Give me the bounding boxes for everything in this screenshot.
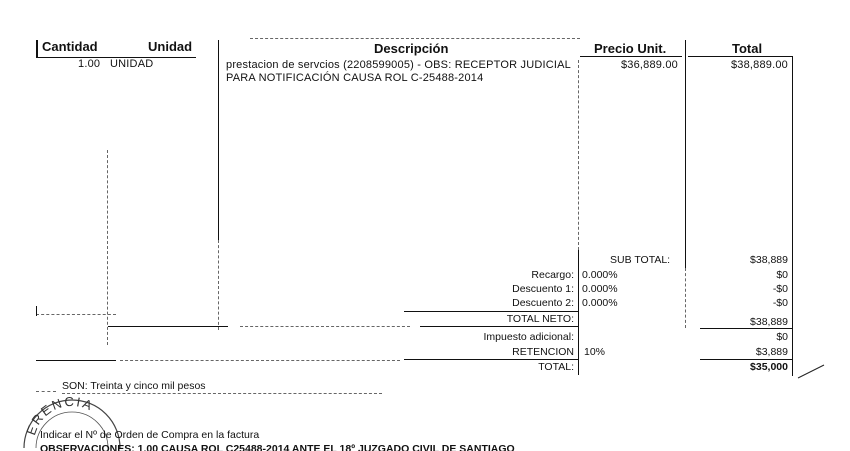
total-value: $35,000 (750, 361, 788, 373)
row-total: $38,889.00 (730, 59, 788, 71)
descuento1-label: Descuento 1: (512, 283, 574, 295)
descuento1-pct: 0.000% (582, 283, 618, 295)
descuento2-pct: 0.000% (582, 297, 618, 309)
header-unidad: Unidad (148, 39, 193, 54)
total-label: TOTAL: (538, 361, 574, 373)
seal-text: ERENCIA (23, 393, 97, 437)
retencion-pct: 10% (584, 346, 606, 358)
neto-value: $38,889 (750, 316, 788, 328)
retencion-value-underline (700, 359, 792, 360)
left-dash-1 (36, 314, 116, 315)
row-descripcion-line2: PARA NOTIFICACIÓN CAUSA ROL C-25488-2014 (226, 72, 484, 84)
col-dash-qty (107, 150, 108, 345)
left-dash-3 (120, 360, 400, 361)
header-cantidad: Cantidad (42, 39, 98, 54)
header-descripcion: Descripción (374, 41, 449, 56)
descuento2-value: -$0 (772, 297, 788, 309)
amount-words: SON: Treinta y cinco mil pesos (62, 380, 206, 392)
impuesto-value: $0 (776, 331, 788, 343)
recargo-label: Recargo: (531, 269, 574, 281)
left-line-1 (108, 326, 228, 327)
descuento2-label: Descuento 2: (512, 297, 574, 309)
header-total: Total (732, 41, 763, 56)
col-dash-description-left (218, 240, 219, 330)
corner-stroke (796, 362, 826, 380)
left-dash-2 (240, 326, 410, 327)
subtotal-label: SUB TOTAL: (610, 254, 671, 266)
impuesto-label: Impuesto adicional: (483, 331, 574, 343)
row-unidad: UNIDAD (110, 58, 154, 70)
neto-underline (420, 326, 578, 327)
purchase-order-note: Indicar el Nº de Orden de Compra en la factura (40, 429, 260, 441)
retencion-label: RETENCION (512, 346, 574, 358)
recargo-value: $0 (776, 269, 788, 281)
col-dash-middle (685, 268, 686, 328)
header-underline-precio (580, 56, 682, 57)
header-top-dash (250, 38, 580, 39)
left-line-2 (36, 360, 116, 361)
neto-value-underline (700, 328, 792, 329)
header-precio: Precio Unit. (594, 41, 667, 56)
neto-overline (404, 311, 578, 312)
row-precio: $36,889.00 (620, 59, 678, 71)
neto-label: TOTAL NETO: (506, 313, 574, 325)
observaciones: OBSERVACIONES: 1.00 CAUSA ROL C25488-2014 ANTE EL 18º JUZGADO CIVIL DE SANTIAGO (40, 443, 515, 451)
col-line-totals-left (578, 250, 579, 375)
left-border-tick (36, 40, 38, 58)
col-line-total-right (792, 56, 793, 376)
total-overline (404, 359, 578, 360)
retencion-value: $3,889 (755, 346, 788, 358)
row-descripcion-line1: prestacion de servcios (2208599005) - OBS: RECEPTOR JUDICIAL (226, 59, 571, 71)
left-tick-1 (36, 306, 37, 316)
recargo-pct: 0.000% (582, 269, 618, 281)
subtotal-value: $38,889 (750, 254, 788, 266)
row-cantidad: 1.00 (78, 58, 101, 70)
col-dash-precio-left (578, 60, 579, 250)
col-line-precio-right (685, 40, 686, 268)
descuento1-value: -$0 (772, 283, 788, 295)
header-underline-total (688, 56, 792, 57)
col-line-description-left (218, 40, 219, 240)
